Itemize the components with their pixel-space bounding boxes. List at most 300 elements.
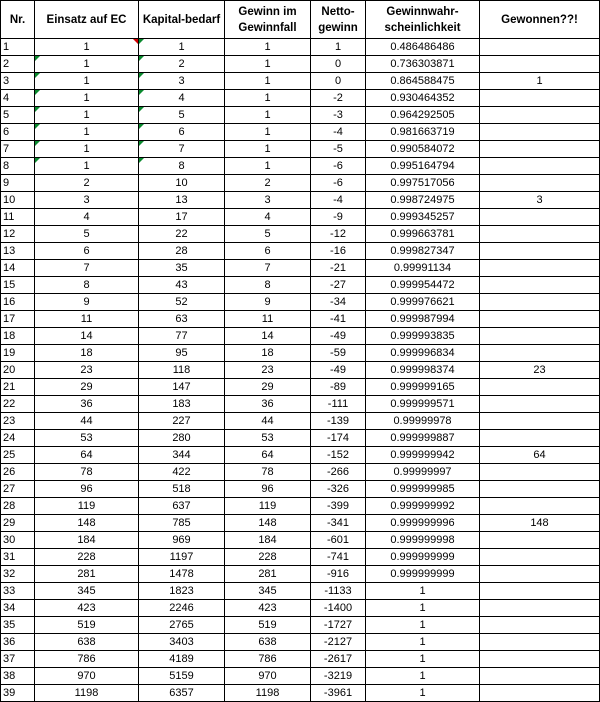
cell-nettogewinn[interactable]: 0 [311, 73, 366, 90]
cell-einsatz[interactable]: 1 [35, 158, 139, 175]
cell-kapitalbedarf[interactable]: 6 [139, 124, 225, 141]
cell-wahrscheinlichkeit[interactable]: 0.999827347 [366, 243, 480, 260]
cell-wahrscheinlichkeit[interactable]: 0.999999985 [366, 481, 480, 498]
cell-einsatz[interactable]: 7 [35, 260, 139, 277]
cell-wahrscheinlichkeit[interactable]: 0.999999571 [366, 396, 480, 413]
cell-gewinn[interactable]: 1198 [225, 685, 311, 702]
cell-nettogewinn[interactable]: -59 [311, 345, 366, 362]
cell-nr[interactable]: 32 [1, 566, 35, 583]
cell-wahrscheinlichkeit[interactable]: 0.999996834 [366, 345, 480, 362]
table-row [1, 532, 600, 549]
cell-gewonnen[interactable] [480, 566, 600, 583]
table-row [1, 260, 600, 277]
cell-wahrscheinlichkeit[interactable]: 0.99999978 [366, 413, 480, 430]
table-row [1, 90, 600, 107]
cell-nettogewinn[interactable]: -5 [311, 141, 366, 158]
cell-gewinn[interactable]: 1 [225, 124, 311, 141]
cell-einsatz[interactable]: 36 [35, 396, 139, 413]
cell-wahrscheinlichkeit[interactable]: 0.999999999 [366, 549, 480, 566]
cell-nr[interactable]: 31 [1, 549, 35, 566]
cell-einsatz[interactable]: 6 [35, 243, 139, 260]
cell-kapitalbedarf[interactable]: 1823 [139, 583, 225, 600]
cell-wahrscheinlichkeit[interactable]: 0.736303871 [366, 56, 480, 73]
cell-gewonnen[interactable] [480, 209, 600, 226]
cell-nettogewinn[interactable]: -1133 [311, 583, 366, 600]
cell-nr[interactable]: 10 [1, 192, 35, 209]
cell-einsatz[interactable]: 1198 [35, 685, 139, 702]
cell-nr[interactable]: 28 [1, 498, 35, 515]
cell-nr[interactable]: 30 [1, 532, 35, 549]
cell-gewonnen[interactable] [480, 328, 600, 345]
cell-gewonnen[interactable] [480, 498, 600, 515]
cell-gewonnen[interactable] [480, 243, 600, 260]
header-kapitalbedarf[interactable]: Kapital-bedarf [139, 1, 225, 39]
cell-gewinn[interactable]: 53 [225, 430, 311, 447]
cell-nettogewinn[interactable]: -2127 [311, 634, 366, 651]
cell-wahrscheinlichkeit[interactable]: 0.999999998 [366, 532, 480, 549]
cell-gewinn[interactable]: 228 [225, 549, 311, 566]
cell-wahrscheinlichkeit[interactable]: 0.999976621 [366, 294, 480, 311]
cell-nettogewinn[interactable]: -174 [311, 430, 366, 447]
cell-gewinn[interactable]: 29 [225, 379, 311, 396]
cell-einsatz[interactable]: 18 [35, 345, 139, 362]
cell-gewonnen[interactable] [480, 294, 600, 311]
cell-einsatz[interactable]: 5 [35, 226, 139, 243]
cell-nr[interactable]: 35 [1, 617, 35, 634]
cell-nettogewinn[interactable]: -16 [311, 243, 366, 260]
cell-nr[interactable]: 23 [1, 413, 35, 430]
cell-einsatz[interactable]: 14 [35, 328, 139, 345]
cell-kapitalbedarf[interactable]: 10 [139, 175, 225, 192]
cell-einsatz[interactable]: 970 [35, 668, 139, 685]
cell-gewinn[interactable]: 6 [225, 243, 311, 260]
cell-kapitalbedarf[interactable]: 183 [139, 396, 225, 413]
cell-nr[interactable]: 5 [1, 107, 35, 124]
cell-nr[interactable]: 6 [1, 124, 35, 141]
cell-gewinn[interactable]: 970 [225, 668, 311, 685]
table-row [1, 192, 600, 209]
cell-nr[interactable]: 14 [1, 260, 35, 277]
cell-nr[interactable]: 3 [1, 73, 35, 90]
cell-nettogewinn[interactable]: -6 [311, 158, 366, 175]
cell-kapitalbedarf[interactable]: 22 [139, 226, 225, 243]
cell-nettogewinn[interactable]: -12 [311, 226, 366, 243]
cell-kapitalbedarf[interactable]: 5 [139, 107, 225, 124]
table-row [1, 175, 600, 192]
cell-nettogewinn[interactable]: 0 [311, 56, 366, 73]
cell-gewonnen[interactable] [480, 107, 600, 124]
cell-einsatz[interactable]: 3 [35, 192, 139, 209]
cell-einsatz[interactable]: 1 [35, 124, 139, 141]
cell-kapitalbedarf[interactable]: 4189 [139, 651, 225, 668]
cell-einsatz[interactable]: 29 [35, 379, 139, 396]
cell-nettogewinn[interactable]: -152 [311, 447, 366, 464]
cell-nr[interactable]: 19 [1, 345, 35, 362]
cell-gewinn[interactable]: 18 [225, 345, 311, 362]
header-einsatz[interactable]: Einsatz auf EC [35, 1, 139, 39]
table-row [1, 39, 600, 56]
cell-nettogewinn[interactable]: -399 [311, 498, 366, 515]
cell-nettogewinn[interactable]: -3 [311, 107, 366, 124]
cell-nettogewinn[interactable]: -601 [311, 532, 366, 549]
header-gewonnen[interactable]: Gewonnen??! [480, 1, 600, 39]
cell-gewinn[interactable]: 1 [225, 73, 311, 90]
cell-kapitalbedarf[interactable]: 2246 [139, 600, 225, 617]
cell-gewonnen[interactable] [480, 56, 600, 73]
cell-gewonnen[interactable] [480, 175, 600, 192]
header-gewinn-im-gewinnfall[interactable]: Gewinn im Gewinnfall [225, 1, 311, 39]
cell-nettogewinn[interactable]: -21 [311, 260, 366, 277]
cell-gewonnen[interactable] [480, 39, 600, 56]
cell-wahrscheinlichkeit[interactable]: 1 [366, 617, 480, 634]
cell-nr[interactable]: 38 [1, 668, 35, 685]
cell-nettogewinn[interactable]: -34 [311, 294, 366, 311]
cell-nr[interactable]: 33 [1, 583, 35, 600]
cell-gewinn[interactable]: 78 [225, 464, 311, 481]
cell-gewinn[interactable]: 281 [225, 566, 311, 583]
cell-wahrscheinlichkeit[interactable]: 1 [366, 685, 480, 702]
cell-gewonnen[interactable] [480, 413, 600, 430]
cell-nr[interactable]: 12 [1, 226, 35, 243]
cell-gewinn[interactable]: 11 [225, 311, 311, 328]
cell-wahrscheinlichkeit[interactable]: 0.981663719 [366, 124, 480, 141]
cell-nettogewinn[interactable]: -111 [311, 396, 366, 413]
cell-kapitalbedarf[interactable]: 5159 [139, 668, 225, 685]
cell-gewinn[interactable]: 96 [225, 481, 311, 498]
cell-nettogewinn[interactable]: -89 [311, 379, 366, 396]
table-row [1, 668, 600, 685]
cell-einsatz[interactable]: 1 [35, 56, 139, 73]
cell-nr[interactable]: 7 [1, 141, 35, 158]
cell-nr[interactable]: 29 [1, 515, 35, 532]
cell-nettogewinn[interactable]: -741 [311, 549, 366, 566]
cell-nettogewinn[interactable]: -341 [311, 515, 366, 532]
cell-gewinn[interactable]: 2 [225, 175, 311, 192]
cell-gewonnen[interactable]: 23 [480, 362, 600, 379]
cell-gewinn[interactable]: 9 [225, 294, 311, 311]
cell-gewinn[interactable]: 1 [225, 107, 311, 124]
cell-einsatz[interactable]: 9 [35, 294, 139, 311]
table-row [1, 107, 600, 124]
cell-wahrscheinlichkeit[interactable]: 0.999345257 [366, 209, 480, 226]
table-row [1, 124, 600, 141]
cell-einsatz[interactable]: 78 [35, 464, 139, 481]
cell-einsatz[interactable]: 64 [35, 447, 139, 464]
table-row [1, 498, 600, 515]
cell-wahrscheinlichkeit[interactable]: 0.999999996 [366, 515, 480, 532]
cell-gewonnen[interactable] [480, 396, 600, 413]
cell-wahrscheinlichkeit[interactable]: 0.998724975 [366, 192, 480, 209]
cell-nr[interactable]: 24 [1, 430, 35, 447]
cell-gewinn[interactable]: 519 [225, 617, 311, 634]
cell-kapitalbedarf[interactable]: 4 [139, 90, 225, 107]
cell-gewonnen[interactable] [480, 464, 600, 481]
cell-gewonnen[interactable] [480, 277, 600, 294]
cell-nr[interactable]: 25 [1, 447, 35, 464]
cell-einsatz[interactable]: 228 [35, 549, 139, 566]
cell-wahrscheinlichkeit[interactable]: 0.999663781 [366, 226, 480, 243]
cell-gewinn[interactable]: 1 [225, 141, 311, 158]
cell-einsatz[interactable]: 148 [35, 515, 139, 532]
cell-gewonnen[interactable] [480, 379, 600, 396]
cell-nr[interactable]: 13 [1, 243, 35, 260]
cell-kapitalbedarf[interactable]: 77 [139, 328, 225, 345]
cell-wahrscheinlichkeit[interactable]: 1 [366, 651, 480, 668]
cell-einsatz[interactable]: 1 [35, 141, 139, 158]
cell-kapitalbedarf[interactable]: 3 [139, 73, 225, 90]
cell-wahrscheinlichkeit[interactable]: 0.999987994 [366, 311, 480, 328]
cell-gewinn[interactable]: 119 [225, 498, 311, 515]
header-gewinnwahrscheinlichkeit[interactable]: Gewinnwahr-scheinlichkeit [366, 1, 480, 39]
cell-nr[interactable]: 20 [1, 362, 35, 379]
cell-wahrscheinlichkeit[interactable]: 1 [366, 668, 480, 685]
cell-kapitalbedarf[interactable]: 1478 [139, 566, 225, 583]
cell-gewonnen[interactable] [480, 430, 600, 447]
cell-gewonnen[interactable] [480, 260, 600, 277]
cell-gewonnen[interactable] [480, 226, 600, 243]
cell-nettogewinn[interactable]: -6 [311, 175, 366, 192]
cell-wahrscheinlichkeit[interactable]: 0.990584072 [366, 141, 480, 158]
cell-gewonnen[interactable] [480, 634, 600, 651]
cell-einsatz[interactable]: 1 [35, 90, 139, 107]
cell-nettogewinn[interactable]: -9 [311, 209, 366, 226]
cell-nr[interactable]: 9 [1, 175, 35, 192]
cell-kapitalbedarf[interactable]: 8 [139, 158, 225, 175]
header-nr[interactable]: Nr. [1, 1, 35, 39]
cell-wahrscheinlichkeit[interactable]: 1 [366, 583, 480, 600]
cell-gewonnen[interactable] [480, 668, 600, 685]
cell-gewinn[interactable]: 5 [225, 226, 311, 243]
cell-wahrscheinlichkeit[interactable]: 0.997517056 [366, 175, 480, 192]
table-row [1, 481, 600, 498]
cell-einsatz[interactable]: 1 [35, 39, 139, 56]
cell-nr[interactable]: 21 [1, 379, 35, 396]
cell-kapitalbedarf[interactable]: 1 [139, 39, 225, 56]
table-row [1, 583, 600, 600]
cell-einsatz[interactable]: 345 [35, 583, 139, 600]
cell-kapitalbedarf[interactable]: 969 [139, 532, 225, 549]
cell-kapitalbedarf[interactable]: 13 [139, 192, 225, 209]
cell-wahrscheinlichkeit[interactable]: 0.999999942 [366, 447, 480, 464]
table-row [1, 549, 600, 566]
cell-kapitalbedarf[interactable]: 785 [139, 515, 225, 532]
cell-nettogewinn[interactable]: -1400 [311, 600, 366, 617]
cell-nettogewinn[interactable]: -266 [311, 464, 366, 481]
cell-gewinn[interactable]: 184 [225, 532, 311, 549]
cell-kapitalbedarf[interactable]: 35 [139, 260, 225, 277]
cell-gewinn[interactable]: 36 [225, 396, 311, 413]
cell-gewinn[interactable]: 7 [225, 260, 311, 277]
cell-kapitalbedarf[interactable]: 3403 [139, 634, 225, 651]
table-row [1, 600, 600, 617]
cell-wahrscheinlichkeit[interactable]: 0.486486486 [366, 39, 480, 56]
cell-kapitalbedarf[interactable]: 227 [139, 413, 225, 430]
cell-gewonnen[interactable]: 64 [480, 447, 600, 464]
cell-nr[interactable]: 36 [1, 634, 35, 651]
cell-einsatz[interactable]: 519 [35, 617, 139, 634]
cell-nr[interactable]: 34 [1, 600, 35, 617]
cell-gewonnen[interactable] [480, 600, 600, 617]
cell-gewinn[interactable]: 786 [225, 651, 311, 668]
cell-einsatz[interactable]: 119 [35, 498, 139, 515]
cell-nr[interactable]: 39 [1, 685, 35, 702]
cell-kapitalbedarf[interactable]: 7 [139, 141, 225, 158]
cell-einsatz[interactable]: 184 [35, 532, 139, 549]
cell-kapitalbedarf[interactable]: 6357 [139, 685, 225, 702]
cell-einsatz[interactable]: 638 [35, 634, 139, 651]
cell-wahrscheinlichkeit[interactable]: 0.995164794 [366, 158, 480, 175]
cell-gewonnen[interactable] [480, 583, 600, 600]
cell-nettogewinn[interactable]: -49 [311, 328, 366, 345]
cell-gewonnen[interactable] [480, 124, 600, 141]
cell-gewinn[interactable]: 638 [225, 634, 311, 651]
cell-einsatz[interactable]: 1 [35, 73, 139, 90]
cell-nr[interactable]: 11 [1, 209, 35, 226]
cell-gewonnen[interactable] [480, 532, 600, 549]
cell-einsatz[interactable]: 2 [35, 175, 139, 192]
cell-nettogewinn[interactable]: -27 [311, 277, 366, 294]
cell-nr[interactable]: 1 [1, 39, 35, 56]
cell-nr[interactable]: 37 [1, 651, 35, 668]
cell-kapitalbedarf[interactable]: 17 [139, 209, 225, 226]
cell-gewonnen[interactable] [480, 549, 600, 566]
cell-kapitalbedarf[interactable]: 118 [139, 362, 225, 379]
cell-gewonnen[interactable]: 1 [480, 73, 600, 90]
cell-einsatz[interactable]: 23 [35, 362, 139, 379]
cell-gewonnen[interactable] [480, 685, 600, 702]
cell-gewonnen[interactable] [480, 345, 600, 362]
cell-nr[interactable]: 18 [1, 328, 35, 345]
cell-gewinn[interactable]: 3 [225, 192, 311, 209]
cell-gewonnen[interactable] [480, 158, 600, 175]
cell-nettogewinn[interactable]: -2 [311, 90, 366, 107]
cell-nettogewinn[interactable]: -1727 [311, 617, 366, 634]
cell-einsatz[interactable]: 1 [35, 107, 139, 124]
cell-kapitalbedarf[interactable]: 95 [139, 345, 225, 362]
cell-nr[interactable]: 2 [1, 56, 35, 73]
cell-nettogewinn[interactable]: -2617 [311, 651, 366, 668]
cell-gewonnen[interactable] [480, 311, 600, 328]
cell-einsatz[interactable]: 4 [35, 209, 139, 226]
cell-kapitalbedarf[interactable]: 422 [139, 464, 225, 481]
cell-einsatz[interactable]: 96 [35, 481, 139, 498]
cell-wahrscheinlichkeit[interactable]: 0.99999997 [366, 464, 480, 481]
cell-nettogewinn[interactable]: -326 [311, 481, 366, 498]
cell-nettogewinn[interactable]: -916 [311, 566, 366, 583]
cell-nr[interactable]: 15 [1, 277, 35, 294]
cell-wahrscheinlichkeit[interactable]: 0.999954472 [366, 277, 480, 294]
header-nettogewinn[interactable]: Netto-gewinn [311, 1, 366, 39]
cell-kapitalbedarf[interactable]: 28 [139, 243, 225, 260]
cell-wahrscheinlichkeit[interactable]: 1 [366, 600, 480, 617]
cell-nr[interactable]: 8 [1, 158, 35, 175]
cell-gewonnen[interactable] [480, 651, 600, 668]
cell-wahrscheinlichkeit[interactable]: 0.864588475 [366, 73, 480, 90]
cell-einsatz[interactable]: 8 [35, 277, 139, 294]
cell-wahrscheinlichkeit[interactable]: 0.964292505 [366, 107, 480, 124]
cell-kapitalbedarf[interactable]: 52 [139, 294, 225, 311]
table-row [1, 277, 600, 294]
cell-gewinn[interactable]: 345 [225, 583, 311, 600]
cell-gewinn[interactable]: 1 [225, 39, 311, 56]
cell-kapitalbedarf[interactable]: 2 [139, 56, 225, 73]
cell-nettogewinn[interactable]: -3219 [311, 668, 366, 685]
cell-nettogewinn[interactable]: -4 [311, 124, 366, 141]
cell-nr[interactable]: 17 [1, 311, 35, 328]
cell-nettogewinn[interactable]: -49 [311, 362, 366, 379]
cell-nettogewinn[interactable]: -139 [311, 413, 366, 430]
cell-gewinn[interactable]: 423 [225, 600, 311, 617]
cell-kapitalbedarf[interactable]: 280 [139, 430, 225, 447]
cell-nr[interactable]: 26 [1, 464, 35, 481]
cell-einsatz[interactable]: 44 [35, 413, 139, 430]
cell-gewonnen[interactable]: 3 [480, 192, 600, 209]
cell-wahrscheinlichkeit[interactable]: 0.99991134 [366, 260, 480, 277]
cell-gewonnen[interactable]: 148 [480, 515, 600, 532]
cell-gewonnen[interactable] [480, 90, 600, 107]
cell-gewonnen[interactable] [480, 141, 600, 158]
cell-nr[interactable]: 4 [1, 90, 35, 107]
table-row [1, 141, 600, 158]
cell-wahrscheinlichkeit[interactable]: 0.999999992 [366, 498, 480, 515]
cell-kapitalbedarf[interactable]: 147 [139, 379, 225, 396]
cell-nettogewinn[interactable]: -3961 [311, 685, 366, 702]
cell-gewinn[interactable]: 8 [225, 277, 311, 294]
cell-einsatz[interactable]: 423 [35, 600, 139, 617]
cell-gewonnen[interactable] [480, 481, 600, 498]
cell-einsatz[interactable]: 11 [35, 311, 139, 328]
cell-wahrscheinlichkeit[interactable]: 0.930464352 [366, 90, 480, 107]
cell-gewinn[interactable]: 1 [225, 56, 311, 73]
cell-gewonnen[interactable] [480, 617, 600, 634]
cell-kapitalbedarf[interactable]: 1197 [139, 549, 225, 566]
cell-gewinn[interactable]: 148 [225, 515, 311, 532]
cell-nr[interactable]: 16 [1, 294, 35, 311]
cell-kapitalbedarf[interactable]: 344 [139, 447, 225, 464]
cell-gewinn[interactable]: 1 [225, 90, 311, 107]
cell-gewinn[interactable]: 1 [225, 158, 311, 175]
table-row [1, 634, 600, 651]
cell-wahrscheinlichkeit[interactable]: 0.999999887 [366, 430, 480, 447]
cell-nr[interactable]: 22 [1, 396, 35, 413]
cell-wahrscheinlichkeit[interactable]: 1 [366, 634, 480, 651]
cell-wahrscheinlichkeit[interactable]: 0.999998374 [366, 362, 480, 379]
cell-kapitalbedarf[interactable]: 518 [139, 481, 225, 498]
cell-kapitalbedarf[interactable]: 43 [139, 277, 225, 294]
cell-gewinn[interactable]: 44 [225, 413, 311, 430]
cell-gewinn[interactable]: 64 [225, 447, 311, 464]
table-row [1, 464, 600, 481]
cell-kapitalbedarf[interactable]: 637 [139, 498, 225, 515]
cell-wahrscheinlichkeit[interactable]: 0.999993835 [366, 328, 480, 345]
table-row [1, 515, 600, 532]
cell-kapitalbedarf[interactable]: 2765 [139, 617, 225, 634]
cell-gewinn[interactable]: 4 [225, 209, 311, 226]
cell-nettogewinn[interactable]: 1 [311, 39, 366, 56]
cell-nettogewinn[interactable]: -41 [311, 311, 366, 328]
cell-wahrscheinlichkeit[interactable]: 0.999999165 [366, 379, 480, 396]
cell-einsatz[interactable]: 786 [35, 651, 139, 668]
cell-einsatz[interactable]: 281 [35, 566, 139, 583]
cell-nettogewinn[interactable]: -4 [311, 192, 366, 209]
cell-wahrscheinlichkeit[interactable]: 0.999999999 [366, 566, 480, 583]
cell-kapitalbedarf[interactable]: 63 [139, 311, 225, 328]
cell-gewinn[interactable]: 14 [225, 328, 311, 345]
cell-einsatz[interactable]: 53 [35, 430, 139, 447]
table-row [1, 294, 600, 311]
cell-nr[interactable]: 27 [1, 481, 35, 498]
cell-gewinn[interactable]: 23 [225, 362, 311, 379]
